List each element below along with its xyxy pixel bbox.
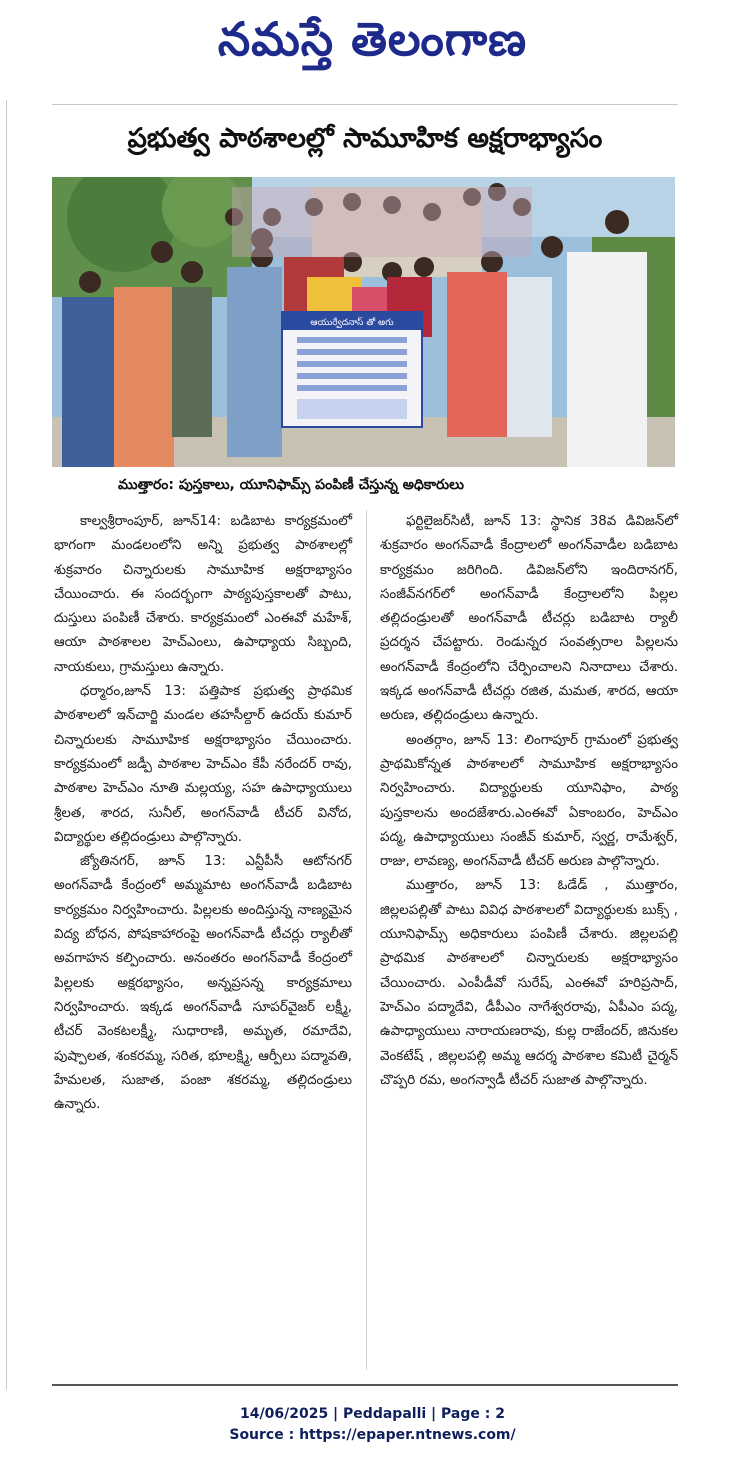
article-column-right [380, 510, 678, 1093]
article-paragraph: ఫర్టిలైజర్‌సిటీ, జూన్ 13: స్థానిక 38వ డివిజన్‌లో శుక్రవారం అంగన్‌వాడీ కేంద్రాలలో అంగన్‌వాడీల బడిబాట కార్యక్రమం జరిగింది. డివిజన్‌లోని ఇందిరానగర్, సంజీవ్‌నగర్‌లో అంగన్‌వాడీ కేంద్రాలలోని పిల్లల తల్లిదండ్రులతో అంగన్‌వాడీ టీచర్లు బడిబాట ర్యాలీ ప్రదర్శన చేపట్టారు. రెండున్నర సంవత్సరాల పిల్లలను అంగన్‌వాడీ కేంద్రంలోని చేర్పించాలని నినాదాలు చేశారు. ఇక్కడ అంగన్‌వాడీ టీచర్లు రజిత, మమత, శారద, ఆయా అరుణ, తల్లిదండ్రులు ఉన్నారు. [380, 514, 678, 724]
article-headline: ప్రభుత్వ పాఠశాలల్లో సామూహిక అక్షరాభ్యాసం [127, 123, 603, 154]
footer-source-link[interactable]: Source : https://epaper.ntnews.com/ [229, 1427, 516, 1443]
article-photo [52, 177, 675, 467]
top-divider [52, 104, 678, 105]
bottom-divider [52, 1384, 678, 1386]
article-paragraph: కాల్వశ్రీరాంపూర్, జూన్14: బడిబాట కార్యక్రమంలో భాగంగా మండలంలోని అన్ని ప్రభుత్వ పాఠశాలల్లో శుక్రవారం చిన్నారులకు సామూహిక అక్షరాభ్యాసం చేయించారు. ఈ సందర్భంగా పాఠ్యపుస్తకాలతో పాటు, దుస్తులు పంపిణీ చేశారు. కార్యక్రమంలో ఎంఈవో మహేశ్, ఆయా పాఠశాలల హెచ్ఎంలు, ఉపాధ్యాయ సిబ్బంది, నాయకులు, గ్రామస్తులు ఉన్నారు. [54, 514, 352, 675]
footer-date-line: 14/06/2025 | Peddapalli | Page : 2 [240, 1406, 505, 1422]
newspaper-title: నమస్తే తెలంగాణ [217, 12, 528, 66]
article-column-left [54, 510, 352, 1117]
photo-caption: ముత్తారం: పుస్తకాలు, యూనిఫామ్స్ పంపిణీ చేస్తున్న అధికారులు [118, 477, 464, 493]
column-divider [366, 510, 367, 1370]
banner-text: ఆయుర్వేదనాస్ తో అగు [310, 318, 394, 328]
article-paragraph: జ్యోతినగర్, జూన్ 13: ఎన్టీపీసీ ఆటోనగర్ అంగన్‌వాడీ కేంద్రంలో అమ్మమాట అంగన్‌వాడీ బడిబాట కార్యక్రమం నిర్వహించారు. పిల్లలకు అందిస్తున్న నాణ్యమైన విద్య బోధన, పోషకాహారంపై అంగన్‌వాడీ టీచర్లు ర్యాలీతో అవగాహన కల్పించారు. అనంతరం అంగన్‌వాడీ కేంద్రంలో పిల్లలకు అక్షరభ్యాసం, అన్నప్రసన్న కార్యక్రమాలు నిర్వహించారు. ఇక్కడ అంగన్‌వాడీ సూపర్‌వైజర్ లక్ష్మీ, టీచర్ వెంకటలక్ష్మీ, సుధారాణి, అమృత, రమాదేవి, పుష్పాలత, శంకరమ్మ, సరిత, భూలక్ష్మి, ఆర్పీలు పద్మావతి, హేమలత, సుజాత, పంజా శకరమ్మ, తల్లిదండ్రులు ఉన్నారు. [54, 854, 352, 1113]
article-paragraph: ముత్తారం, జూన్ 13: ఓడేడ్ , ముత్తారం, జిల్లలపల్లితో పాటు వివిధ పాఠశాలలో విద్యార్థులకు బుక్స్ , యూనిఫామ్స్ అధికారులు పంపిణీ చేశారు. జిల్లలపల్లి ప్రాథమిక పాఠశాలలో చిన్నారులకు అక్షరాభ్యాసం చేయించారు. ఎంపీడీవో సురేష్, ఎంఈవో హరిప్రసాద్, హెచ్ఎం పద్మాదేవి, డీపీఎం నాగేశ్వరరావు, ఏపీఎం పద్మ, ఉపాధ్యాయులు నారాయణరావు, కుల్ల రాజేందర్, జినుకల వెంకటేష్ , జిల్లలపల్లి అమ్మ ఆదర్శ పాఠశాల కమిటీ చైర్మన్ చొప్పరి రమ, అంగన్వాడీ టీచర్ సుజాత పాల్గొన్నారు. [380, 878, 678, 1088]
page-edge-line [6, 100, 7, 1390]
article-paragraph: ధర్మారం,జూన్ 13: పత్తిపాక ప్రభుత్వ ప్రాథమిక పాఠశాలలో ఇన్‌చార్జి మండల తహసీల్దార్ ఉదయ్ కుమార్ చిన్నారులకు సామూహిక అక్షరాభ్యాసం చేయించారు. కార్యక్రమంలో జడ్పీ పాఠశాల హెచ్ఎం కేపీ నరేందర్ రావు, పాఠశాల హెచ్ఎం నూతి మల్లయ్య, సహ ఉపాధ్యాయులు శ్రీలత, శారద, సునీల్, అంగన్‌వాడీ టీచర్ వినోద, విద్యార్థుల తల్లిదండ్రులు పాల్గొన్నారు. [54, 684, 352, 845]
article-paragraph: అంతర్గాం, జూన్ 13: లింగాపూర్ గ్రామంలో ప్రభుత్వ ప్రాథమికోన్నత పాఠశాలలో సామూహిక అక్షరాభ్యాసం నిర్వహించారు. విద్యార్థులకు యూనిఫాం, పాఠ్య పుస్తకాలను అందజేశారు.ఎంఈవో ఏకాంబరం, హెచ్ఎం పద్మ, ఉపాధ్యాయులు సంజీవ్ కుమార్, స్వర్ణ, రామేశ్వర్, రాజు, లావణ్య, అంగన్‌వాడీ టీచర్ అరుణ పాల్గొన్నారు. [380, 732, 678, 870]
masthead [0, 6, 745, 72]
footer [0, 1404, 745, 1446]
